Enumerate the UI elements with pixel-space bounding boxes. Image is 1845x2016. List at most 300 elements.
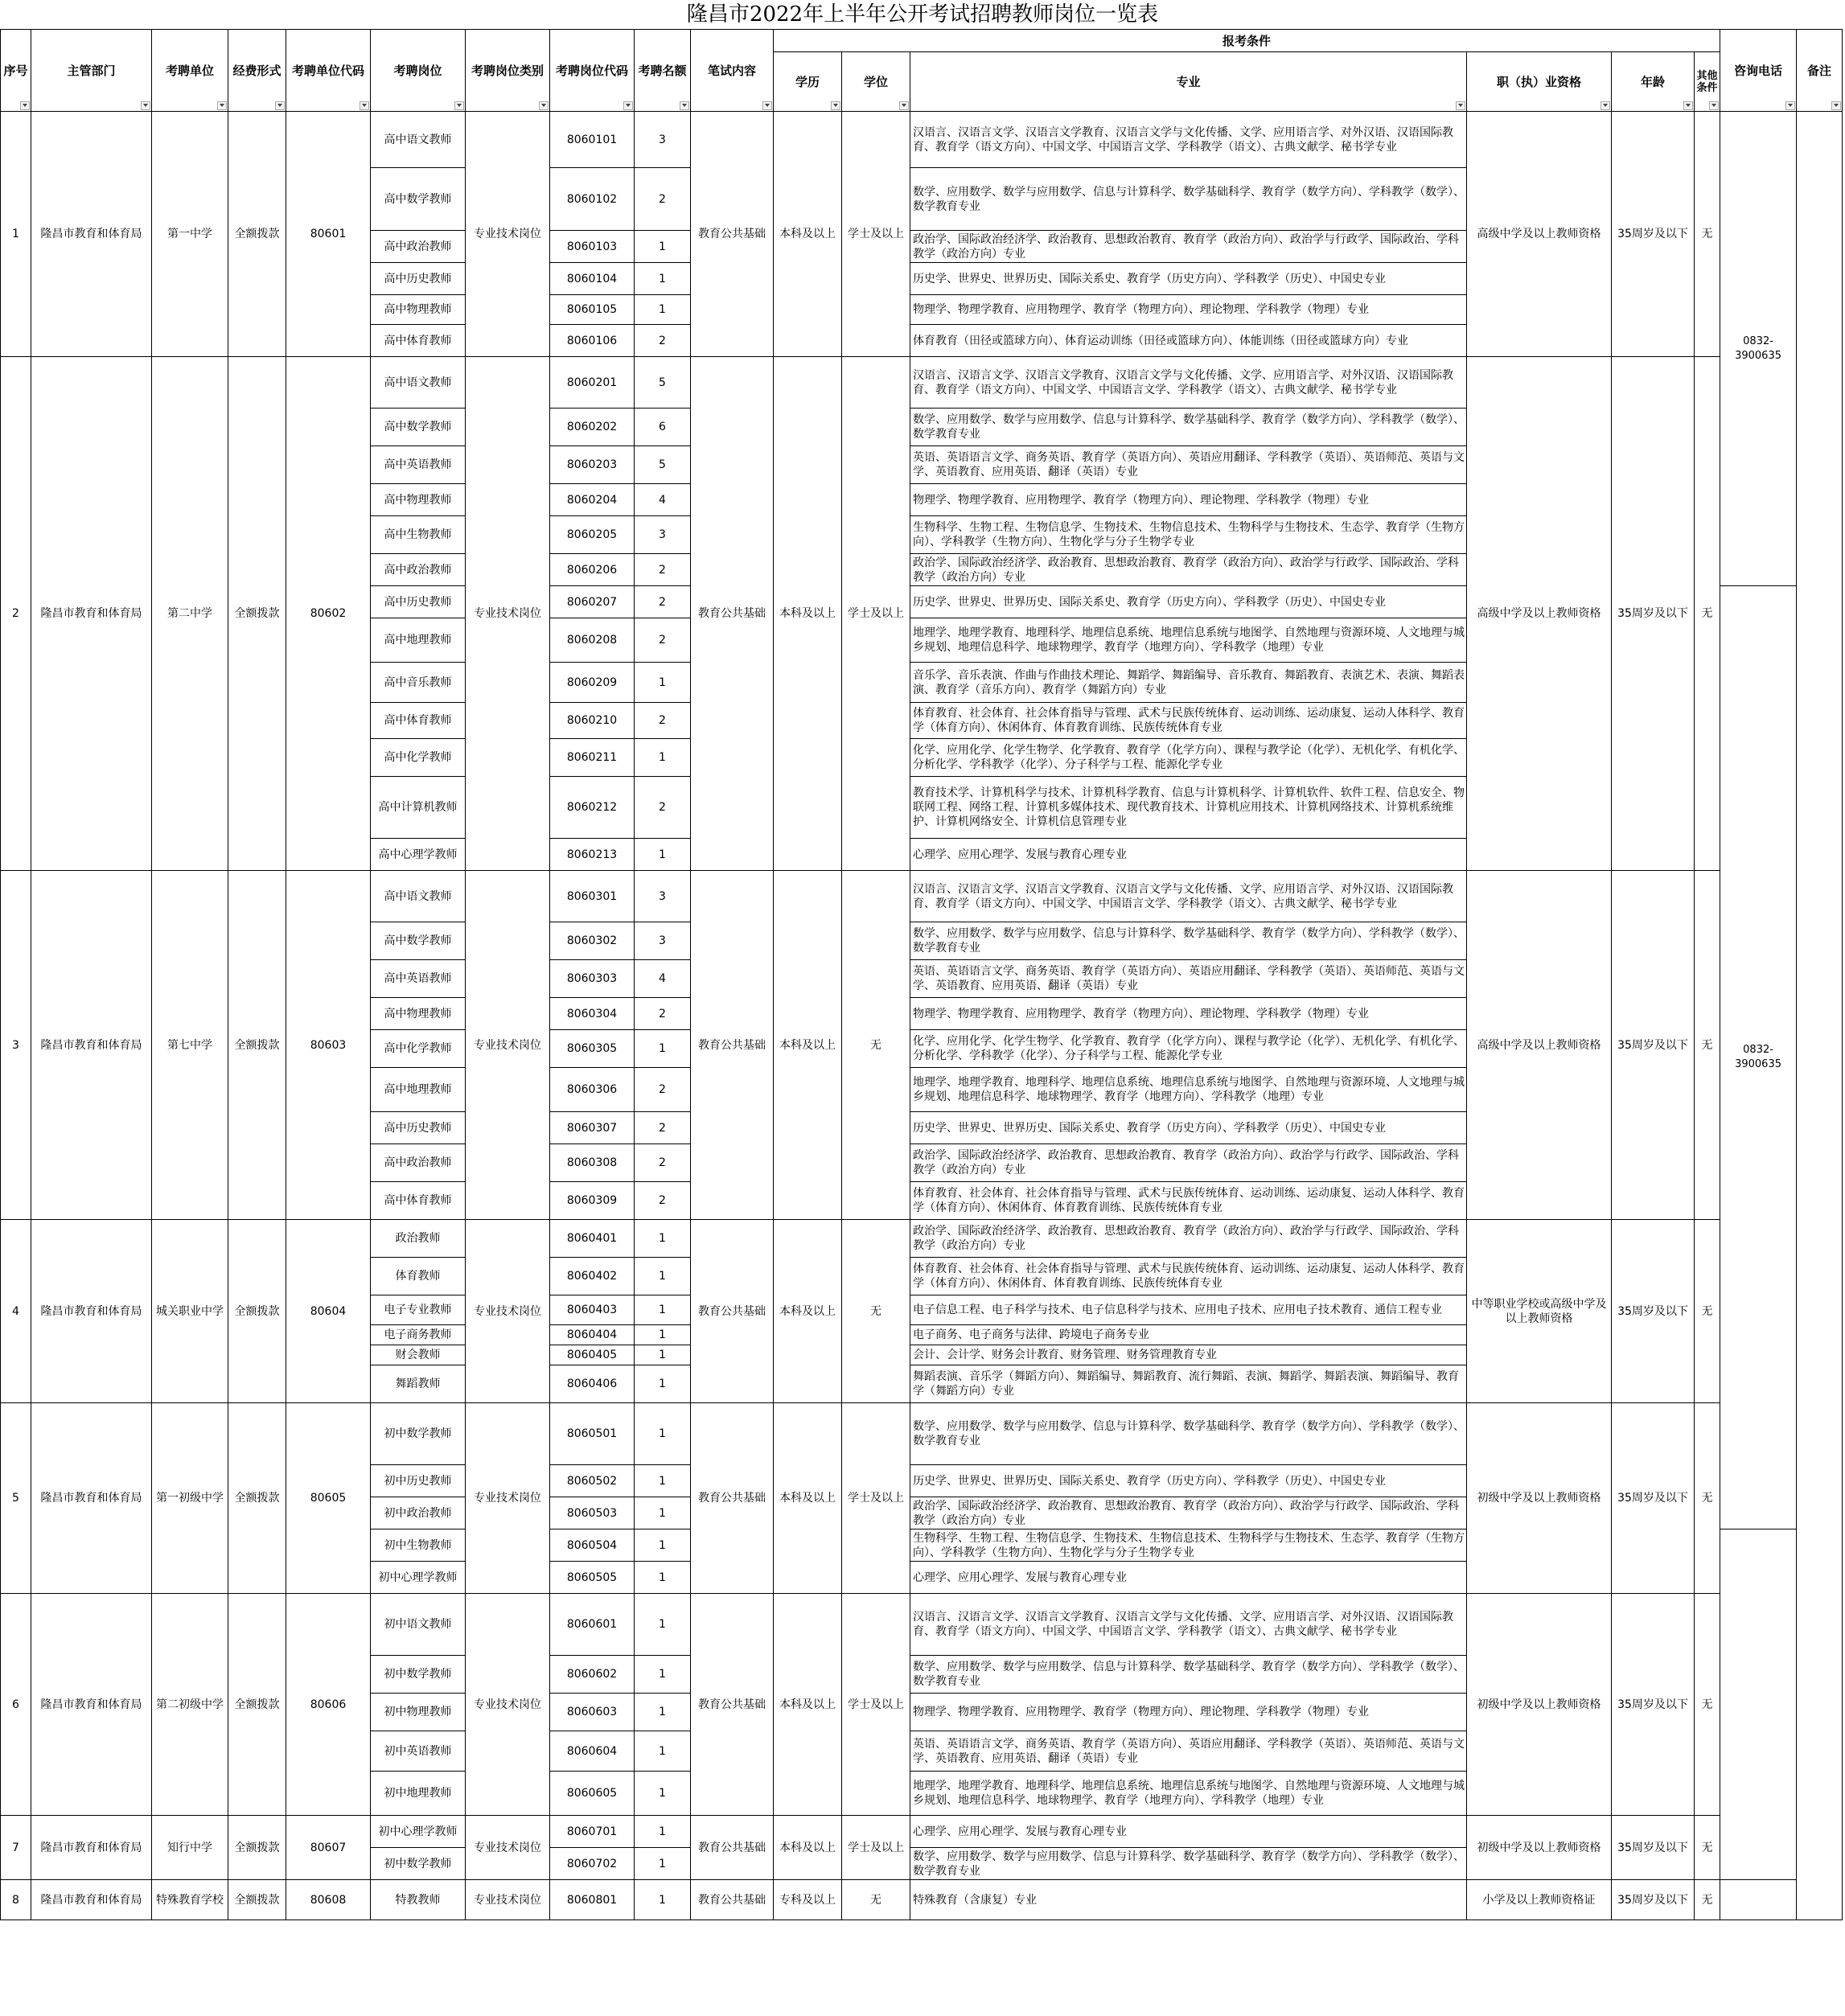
cell-major[interactable]: 物理学、物理学教育、应用物理学、教育学（物理方向）、理论物理、学科教学（物理）专业: [910, 1694, 1467, 1731]
cell-seq[interactable]: 1: [1, 112, 31, 357]
cell-edu[interactable]: 本科及以上: [774, 1816, 842, 1880]
cell-unit[interactable]: 知行中学: [152, 1816, 228, 1880]
cell-post[interactable]: 初中心理学教师: [371, 1562, 466, 1594]
cell-post-code[interactable]: 8060204: [550, 484, 635, 516]
cell-major[interactable]: 数学、应用数学、数学与应用数学、信息与计算科学、数学基础科学、教育学（数学方向）、学科教学（数学）、数学教育专业: [910, 409, 1467, 446]
cell-dept[interactable]: 隆昌市教育和体育局: [31, 112, 152, 357]
cell-post[interactable]: 高中语文教师: [371, 112, 466, 168]
header-dept[interactable]: 主管部门: [31, 30, 152, 112]
cell-post-code[interactable]: 8060102: [550, 168, 635, 231]
header-exam[interactable]: 笔试内容: [691, 30, 774, 112]
cell-post-code[interactable]: 8060210: [550, 703, 635, 739]
cell-qual[interactable]: 高级中学及以上教师资格: [1467, 871, 1612, 1220]
cell-major[interactable]: 数学、应用数学、数学与应用数学、信息与计算科学、数学基础科学、教育学（数学方向）、学科教学（数学）、数学教育专业: [910, 1848, 1467, 1880]
cell-post[interactable]: 高中政治教师: [371, 1144, 466, 1182]
header-unit-code[interactable]: 考聘单位代码: [286, 30, 371, 112]
cell-post-code[interactable]: 8060212: [550, 777, 635, 839]
cell-unit-code[interactable]: 80601: [286, 112, 371, 357]
cell-post[interactable]: 高中体育教师: [371, 325, 466, 357]
cell-other[interactable]: 无: [1695, 1594, 1720, 1816]
cell-post-type[interactable]: 专业技术岗位: [466, 1220, 550, 1403]
cell-major[interactable]: 数学、应用数学、数学与应用数学、信息与计算科学、数学基础科学、教育学（数学方向）、学科教学（数学）、数学教育专业: [910, 1403, 1467, 1465]
cell-quota[interactable]: 3: [635, 516, 691, 554]
cell-post[interactable]: 政治教师: [371, 1220, 466, 1258]
cell-post[interactable]: 舞蹈教师: [371, 1365, 466, 1403]
cell-quota[interactable]: 1: [635, 1694, 691, 1731]
cell-post-code[interactable]: 8060213: [550, 839, 635, 871]
cell-edu[interactable]: 本科及以上: [774, 1594, 842, 1816]
cell-fund[interactable]: 全额拨款: [228, 1220, 286, 1403]
cell-post[interactable]: 财会教师: [371, 1345, 466, 1365]
cell-quota[interactable]: 1: [635, 1295, 691, 1325]
filter-dropdown-icon[interactable]: [1785, 101, 1795, 110]
cell-major[interactable]: 物理学、物理学教育、应用物理学、教育学（物理方向）、理论物理、学科教学（物理）专业: [910, 484, 1467, 516]
cell-quota[interactable]: 1: [635, 1465, 691, 1497]
filter-dropdown-icon[interactable]: [1601, 101, 1610, 110]
cell-qual[interactable]: 高级中学及以上教师资格: [1467, 112, 1612, 357]
cell-post-code[interactable]: 8060403: [550, 1295, 635, 1325]
cell-degree[interactable]: 学士及以上: [842, 1403, 910, 1594]
cell-major[interactable]: 历史学、世界史、世界历史、国际关系史、教育学（历史方向）、学科教学（历史）、中国史专业: [910, 1112, 1467, 1144]
cell-post-code[interactable]: 8060503: [550, 1497, 635, 1529]
cell-other[interactable]: 无: [1695, 1220, 1720, 1403]
cell-post-code[interactable]: 8060505: [550, 1562, 635, 1594]
cell-unit[interactable]: 第二初级中学: [152, 1594, 228, 1816]
cell-dept[interactable]: 隆昌市教育和体育局: [31, 1403, 152, 1594]
cell-post-code[interactable]: 8060305: [550, 1030, 635, 1068]
cell-post[interactable]: 初中数学教师: [371, 1848, 466, 1880]
filter-dropdown-icon[interactable]: [217, 101, 227, 110]
cell-unit[interactable]: 第一初级中学: [152, 1403, 228, 1594]
cell-age[interactable]: 35周岁及以下: [1612, 1816, 1695, 1880]
cell-remark[interactable]: [1797, 112, 1843, 1920]
cell-quota[interactable]: 1: [635, 263, 691, 295]
cell-edu[interactable]: 专科及以上: [774, 1880, 842, 1920]
cell-exam[interactable]: 教育公共基础: [691, 112, 774, 357]
cell-dept[interactable]: 隆昌市教育和体育局: [31, 1220, 152, 1403]
cell-exam[interactable]: 教育公共基础: [691, 1594, 774, 1816]
cell-quota[interactable]: 2: [635, 554, 691, 586]
cell-phone[interactable]: 0832-3900635: [1720, 586, 1797, 1529]
header-post-type[interactable]: 考聘岗位类别: [466, 30, 550, 112]
cell-post[interactable]: 高中英语教师: [371, 960, 466, 998]
cell-quota[interactable]: 4: [635, 484, 691, 516]
cell-post-code[interactable]: 8060207: [550, 586, 635, 618]
cell-post[interactable]: 高中历史教师: [371, 586, 466, 618]
cell-quota[interactable]: 1: [635, 1594, 691, 1656]
cell-seq[interactable]: 6: [1, 1594, 31, 1816]
cell-exam[interactable]: 教育公共基础: [691, 1403, 774, 1594]
cell-post-code[interactable]: 8060206: [550, 554, 635, 586]
cell-post-code[interactable]: 8060304: [550, 998, 635, 1030]
cell-major[interactable]: 体育教育、社会体育、社会体育指导与管理、武术与民族传统体育、运动训练、运动康复、运动人体科学、教育学（体育方向）、休闲体育、体育教育训练、民族传统体育专业: [910, 703, 1467, 739]
cell-degree[interactable]: 无: [842, 871, 910, 1220]
filter-dropdown-icon[interactable]: [1831, 101, 1841, 110]
cell-major[interactable]: 物理学、物理学教育、应用物理学、教育学（物理方向）、理论物理、学科教学（物理）专业: [910, 295, 1467, 325]
cell-quota[interactable]: 5: [635, 357, 691, 409]
cell-other[interactable]: 无: [1695, 112, 1720, 357]
cell-post-code[interactable]: 8060308: [550, 1144, 635, 1182]
cell-age[interactable]: 35周岁及以下: [1612, 112, 1695, 357]
cell-post-code[interactable]: 8060202: [550, 409, 635, 446]
cell-post[interactable]: 高中英语教师: [371, 446, 466, 484]
cell-quota[interactable]: 3: [635, 871, 691, 922]
cell-post[interactable]: 电子商务教师: [371, 1325, 466, 1345]
cell-post[interactable]: 初中地理教师: [371, 1772, 466, 1816]
cell-other[interactable]: 无: [1695, 1403, 1720, 1594]
header-degree[interactable]: 学位: [842, 52, 910, 112]
cell-age[interactable]: 35周岁及以下: [1612, 871, 1695, 1220]
cell-quota[interactable]: 1: [635, 1848, 691, 1880]
cell-post-code[interactable]: 8060201: [550, 357, 635, 409]
cell-post-type[interactable]: 专业技术岗位: [466, 871, 550, 1220]
cell-degree[interactable]: 学士及以上: [842, 1594, 910, 1816]
cell-quota[interactable]: 2: [635, 1144, 691, 1182]
header-seq[interactable]: 序号: [1, 30, 31, 112]
cell-quota[interactable]: 1: [635, 839, 691, 871]
cell-quota[interactable]: 1: [635, 663, 691, 703]
cell-degree[interactable]: 学士及以上: [842, 1816, 910, 1880]
cell-post[interactable]: 高中体育教师: [371, 1182, 466, 1220]
cell-qual[interactable]: 中等职业学校或高级中学及以上教师资格: [1467, 1220, 1612, 1403]
filter-dropdown-icon[interactable]: [141, 101, 150, 110]
cell-seq[interactable]: 8: [1, 1880, 31, 1920]
cell-major[interactable]: 数学、应用数学、数学与应用数学、信息与计算科学、数学基础科学、教育学（数学方向）、学科教学（数学）、数学教育专业: [910, 1656, 1467, 1694]
cell-fund[interactable]: 全额拨款: [228, 1403, 286, 1594]
cell-quota[interactable]: 1: [635, 1772, 691, 1816]
cell-unit[interactable]: 第七中学: [152, 871, 228, 1220]
cell-post[interactable]: 高中物理教师: [371, 998, 466, 1030]
cell-major[interactable]: 心理学、应用心理学、发展与教育心理专业: [910, 1562, 1467, 1594]
cell-post[interactable]: 初中数学教师: [371, 1403, 466, 1465]
cell-post-code[interactable]: 8060702: [550, 1848, 635, 1880]
cell-age[interactable]: 35周岁及以下: [1612, 357, 1695, 871]
cell-quota[interactable]: 5: [635, 446, 691, 484]
cell-post-type[interactable]: 专业技术岗位: [466, 357, 550, 871]
cell-post[interactable]: 高中生物教师: [371, 516, 466, 554]
cell-qual[interactable]: 初级中学及以上教师资格: [1467, 1816, 1612, 1880]
cell-quota[interactable]: 4: [635, 960, 691, 998]
cell-edu[interactable]: 本科及以上: [774, 1220, 842, 1403]
cell-post[interactable]: 高中数学教师: [371, 168, 466, 231]
cell-major[interactable]: 数学、应用数学、数学与应用数学、信息与计算科学、数学基础科学、教育学（数学方向）、学科教学（数学）、数学教育专业: [910, 168, 1467, 231]
cell-quota[interactable]: 2: [635, 998, 691, 1030]
filter-dropdown-icon[interactable]: [360, 101, 369, 110]
cell-post[interactable]: 高中音乐教师: [371, 663, 466, 703]
cell-major[interactable]: 汉语言、汉语言文学、汉语言文学教育、汉语言文学与文化传播、文学、应用语言学、对外汉语、汉语国际教育、教育学（语文方向）、中国文学、中国语言文学、学科教学（语文）、古典文献学、秘书学专业: [910, 871, 1467, 922]
cell-quota[interactable]: 1: [635, 1365, 691, 1403]
cell-unit-code[interactable]: 80602: [286, 357, 371, 871]
filter-dropdown-icon[interactable]: [1709, 101, 1719, 110]
cell-post[interactable]: 高中化学教师: [371, 1030, 466, 1068]
cell-seq[interactable]: 7: [1, 1816, 31, 1880]
cell-dept[interactable]: 隆昌市教育和体育局: [31, 357, 152, 871]
cell-post[interactable]: 高中物理教师: [371, 484, 466, 516]
cell-post[interactable]: 高中语文教师: [371, 357, 466, 409]
cell-quota[interactable]: 2: [635, 1068, 691, 1112]
cell-major[interactable]: 体育教育（田径或篮球方向）、体育运动训练（田径或篮球方向）、体能训练（田径或篮球方向）专业: [910, 325, 1467, 357]
cell-post[interactable]: 初中语文教师: [371, 1594, 466, 1656]
cell-seq[interactable]: 4: [1, 1220, 31, 1403]
cell-post-code[interactable]: 8060208: [550, 618, 635, 663]
cell-edu[interactable]: 本科及以上: [774, 357, 842, 871]
cell-seq[interactable]: 3: [1, 871, 31, 1220]
filter-dropdown-icon[interactable]: [831, 101, 840, 110]
filter-dropdown-icon[interactable]: [454, 101, 464, 110]
cell-major[interactable]: 舞蹈表演、音乐学（舞蹈方向）、舞蹈编导、舞蹈教育、流行舞蹈、表演、舞蹈学、舞蹈表演、舞蹈编导、教育学（舞蹈方向）专业: [910, 1365, 1467, 1403]
cell-post-code[interactable]: 8060205: [550, 516, 635, 554]
cell-quota[interactable]: 1: [635, 1325, 691, 1345]
header-qual[interactable]: 职（执）业资格: [1467, 52, 1612, 112]
cell-post-code[interactable]: 8060602: [550, 1656, 635, 1694]
cell-post-code[interactable]: 8060303: [550, 960, 635, 998]
cell-major[interactable]: 数学、应用数学、数学与应用数学、信息与计算科学、数学基础科学、教育学（数学方向）、学科教学（数学）、数学教育专业: [910, 922, 1467, 960]
cell-post[interactable]: 电子专业教师: [371, 1295, 466, 1325]
header-post-code[interactable]: 考聘岗位代码: [550, 30, 635, 112]
cell-post-code[interactable]: 8060601: [550, 1594, 635, 1656]
cell-post-code[interactable]: 8060605: [550, 1772, 635, 1816]
cell-quota[interactable]: 2: [635, 618, 691, 663]
cell-quota[interactable]: 2: [635, 586, 691, 618]
cell-other[interactable]: 无: [1695, 1880, 1720, 1920]
cell-major[interactable]: 政治学、国际政治经济学、政治教育、思想政治教育、教育学（政治方向）、政治学与行政学、国际政治、学科教学（政治方向）专业: [910, 1497, 1467, 1529]
cell-quota[interactable]: 2: [635, 1182, 691, 1220]
cell-post[interactable]: 高中心理学教师: [371, 839, 466, 871]
cell-fund[interactable]: 全额拨款: [228, 871, 286, 1220]
cell-age[interactable]: 35周岁及以下: [1612, 1220, 1695, 1403]
header-age[interactable]: 年龄: [1612, 52, 1695, 112]
cell-major[interactable]: 特殊教育（含康复）专业: [910, 1880, 1467, 1920]
cell-other[interactable]: 无: [1695, 871, 1720, 1220]
cell-post-code[interactable]: 8060801: [550, 1880, 635, 1920]
cell-major[interactable]: 电子信息工程、电子科学与技术、电子信息科学与技术、应用电子技术、应用电子技术教育、通信工程专业: [910, 1295, 1467, 1325]
cell-post[interactable]: 特教教师: [371, 1880, 466, 1920]
header-fund[interactable]: 经费形式: [228, 30, 286, 112]
cell-fund[interactable]: 全额拨款: [228, 112, 286, 357]
cell-phone[interactable]: 0832-3900635: [1720, 112, 1797, 586]
cell-major[interactable]: 心理学、应用心理学、发展与教育心理专业: [910, 1816, 1467, 1848]
cell-fund[interactable]: 全额拨款: [228, 1816, 286, 1880]
cell-quota[interactable]: 1: [635, 295, 691, 325]
cell-quota[interactable]: 3: [635, 112, 691, 168]
cell-quota[interactable]: 1: [635, 1656, 691, 1694]
cell-age[interactable]: 35周岁及以下: [1612, 1594, 1695, 1816]
cell-quota[interactable]: 1: [635, 1816, 691, 1848]
cell-phone-empty[interactable]: [1720, 1880, 1797, 1920]
cell-post-code[interactable]: 8060301: [550, 871, 635, 922]
cell-dept[interactable]: 隆昌市教育和体育局: [31, 1880, 152, 1920]
header-unit[interactable]: 考聘单位: [152, 30, 228, 112]
cell-major[interactable]: 历史学、世界史、世界历史、国际关系史、教育学（历史方向）、学科教学（历史）、中国史专业: [910, 263, 1467, 295]
cell-post-type[interactable]: 专业技术岗位: [466, 1403, 550, 1594]
cell-major[interactable]: 化学、应用化学、化学生物学、化学教育、教育学（化学方向）、课程与教学论（化学）、无机化学、有机化学、分析化学、学科教学（化学）、分子科学与工程、能源化学专业: [910, 739, 1467, 777]
filter-dropdown-icon[interactable]: [899, 101, 909, 110]
cell-fund[interactable]: 全额拨款: [228, 1594, 286, 1816]
header-phone[interactable]: 咨询电话: [1720, 30, 1797, 112]
filter-dropdown-icon[interactable]: [762, 101, 772, 110]
cell-post-code[interactable]: 8060401: [550, 1220, 635, 1258]
cell-post[interactable]: 高中计算机教师: [371, 777, 466, 839]
cell-post[interactable]: 高中物理教师: [371, 295, 466, 325]
cell-quota[interactable]: 3: [635, 922, 691, 960]
cell-post-code[interactable]: 8060309: [550, 1182, 635, 1220]
cell-post[interactable]: 高中化学教师: [371, 739, 466, 777]
header-edu[interactable]: 学历: [774, 52, 842, 112]
cell-major[interactable]: 政治学、国际政治经济学、政治教育、思想政治教育、教育学（政治方向）、政治学与行政学、国际政治、学科教学（政治方向）专业: [910, 231, 1467, 263]
cell-degree[interactable]: 学士及以上: [842, 112, 910, 357]
cell-quota[interactable]: 1: [635, 1529, 691, 1562]
cell-major[interactable]: 生物科学、生物工程、生物信息学、生物技术、生物信息技术、生物科学与生物技术、生态学、教育学（生物方向）、学科教学（生物方向）、生物化学与分子生物学专业: [910, 1529, 1467, 1562]
cell-age[interactable]: 35周岁及以下: [1612, 1880, 1695, 1920]
cell-post[interactable]: 高中数学教师: [371, 409, 466, 446]
cell-major[interactable]: 生物科学、生物工程、生物信息学、生物技术、生物信息技术、生物科学与生物技术、生态学、教育学（生物方向）、学科教学（生物方向）、生物化学与分子生物学专业: [910, 516, 1467, 554]
cell-unit-code[interactable]: 80608: [286, 1880, 371, 1920]
cell-major[interactable]: 汉语言、汉语言文学、汉语言文学教育、汉语言文学与文化传播、文学、应用语言学、对外汉语、汉语国际教育、教育学（语文方向）、中国文学、中国语言文学、学科教学（语文）、古典文献学、秘书学专业: [910, 357, 1467, 409]
cell-quota[interactable]: 1: [635, 1220, 691, 1258]
cell-unit[interactable]: 第二中学: [152, 357, 228, 871]
cell-quota[interactable]: 2: [635, 777, 691, 839]
cell-quota[interactable]: 1: [635, 1880, 691, 1920]
cell-unit[interactable]: 特殊教育学校: [152, 1880, 228, 1920]
cell-post-code[interactable]: 8060402: [550, 1258, 635, 1295]
cell-post[interactable]: 初中数学教师: [371, 1656, 466, 1694]
cell-major[interactable]: 英语、英语语言文学、商务英语、教育学（英语方向）、英语应用翻译、学科教学（英语）、英语师范、英语与文学、英语教育、应用英语、翻译（英语）专业: [910, 1731, 1467, 1772]
cell-post[interactable]: 初中历史教师: [371, 1465, 466, 1497]
cell-post-code[interactable]: 8060203: [550, 446, 635, 484]
cell-degree[interactable]: 无: [842, 1880, 910, 1920]
header-quota[interactable]: 考聘名额: [635, 30, 691, 112]
cell-quota[interactable]: 1: [635, 231, 691, 263]
filter-dropdown-icon[interactable]: [1683, 101, 1693, 110]
cell-post[interactable]: 高中历史教师: [371, 1112, 466, 1144]
cell-post[interactable]: 高中数学教师: [371, 922, 466, 960]
cell-post-code[interactable]: 8060302: [550, 922, 635, 960]
cell-unit-code[interactable]: 80604: [286, 1220, 371, 1403]
cell-edu[interactable]: 本科及以上: [774, 112, 842, 357]
cell-post-code[interactable]: 8060104: [550, 263, 635, 295]
cell-seq[interactable]: 2: [1, 357, 31, 871]
cell-post-code[interactable]: 8060106: [550, 325, 635, 357]
cell-age[interactable]: 35周岁及以下: [1612, 1403, 1695, 1594]
cell-major[interactable]: 教育技术学、计算机科学与技术、计算机科学教育、信息与计算机科学、计算机软件、软件工程、信息安全、物联网工程、网络工程、计算机多媒体技术、现代教育技术、计算机应用技术、计算机网络技术、计算机系统维护、计算机网络安全、计算机信息管理专业: [910, 777, 1467, 839]
cell-quota[interactable]: 1: [635, 1497, 691, 1529]
cell-fund[interactable]: 全额拨款: [228, 1880, 286, 1920]
filter-dropdown-icon[interactable]: [680, 101, 689, 110]
cell-post-code[interactable]: 8060405: [550, 1345, 635, 1365]
cell-dept[interactable]: 隆昌市教育和体育局: [31, 1816, 152, 1880]
cell-quota[interactable]: 1: [635, 1403, 691, 1465]
cell-dept[interactable]: 隆昌市教育和体育局: [31, 871, 152, 1220]
filter-dropdown-icon[interactable]: [275, 101, 285, 110]
cell-post-code[interactable]: 8060604: [550, 1731, 635, 1772]
cell-qual[interactable]: 小学及以上教师资格证: [1467, 1880, 1612, 1920]
cell-quota[interactable]: 1: [635, 1345, 691, 1365]
cell-quota[interactable]: 1: [635, 1562, 691, 1594]
filter-dropdown-icon[interactable]: [623, 101, 633, 110]
cell-post[interactable]: 体育教师: [371, 1258, 466, 1295]
cell-major[interactable]: 地理学、地理学教育、地理科学、地理信息系统、地理信息系统与地图学、自然地理与资源环境、人文地理与城乡规划、地理信息科学、地球物理学、教育学（地理方向）、学科教学（地理）专业: [910, 618, 1467, 663]
cell-quota[interactable]: 6: [635, 409, 691, 446]
cell-quota[interactable]: 2: [635, 703, 691, 739]
cell-major[interactable]: 政治学、国际政治经济学、政治教育、思想政治教育、教育学（政治方向）、政治学与行政学、国际政治、学科教学（政治方向）专业: [910, 1144, 1467, 1182]
cell-quota[interactable]: 1: [635, 739, 691, 777]
cell-quota[interactable]: 1: [635, 1731, 691, 1772]
cell-major[interactable]: 汉语言、汉语言文学、汉语言文学教育、汉语言文学与文化传播、文学、应用语言学、对外汉语、汉语国际教育、教育学（语文方向）、中国文学、中国语言文学、学科教学（语文）、古典文献学、秘书学专业: [910, 1594, 1467, 1656]
cell-exam[interactable]: 教育公共基础: [691, 1880, 774, 1920]
cell-degree[interactable]: 学士及以上: [842, 357, 910, 871]
cell-quota[interactable]: 2: [635, 168, 691, 231]
filter-dropdown-icon[interactable]: [1456, 101, 1465, 110]
header-major[interactable]: 专业: [910, 52, 1467, 112]
cell-major[interactable]: 地理学、地理学教育、地理科学、地理信息系统、地理信息系统与地图学、自然地理与资源环境、人文地理与城乡规划、地理信息科学、地球物理学、教育学（地理方向）、学科教学（地理）专业: [910, 1772, 1467, 1816]
cell-post-code[interactable]: 8060603: [550, 1694, 635, 1731]
cell-major[interactable]: 历史学、世界史、世界历史、国际关系史、教育学（历史方向）、学科教学（历史）、中国史专业: [910, 586, 1467, 618]
cell-major[interactable]: 汉语言、汉语言文学、汉语言文学教育、汉语言文学与文化传播、文学、应用语言学、对外汉语、汉语国际教育、教育学（语文方向）、中国文学、中国语言文学、学科教学（语文）、古典文献学、秘书学专业: [910, 112, 1467, 168]
cell-major[interactable]: 历史学、世界史、世界历史、国际关系史、教育学（历史方向）、学科教学（历史）、中国史专业: [910, 1465, 1467, 1497]
cell-quota[interactable]: 2: [635, 1112, 691, 1144]
cell-post[interactable]: 高中体育教师: [371, 703, 466, 739]
cell-major[interactable]: 体育教育、社会体育、社会体育指导与管理、武术与民族传统体育、运动训练、运动康复、运动人体科学、教育学（体育方向）、休闲体育、体育教育训练、民族传统体育专业: [910, 1182, 1467, 1220]
cell-post[interactable]: 初中物理教师: [371, 1694, 466, 1731]
cell-post-code[interactable]: 8060701: [550, 1816, 635, 1848]
cell-major[interactable]: 政治学、国际政治经济学、政治教育、思想政治教育、教育学（政治方向）、政治学与行政学、国际政治、学科教学（政治方向）专业: [910, 1220, 1467, 1258]
cell-qual[interactable]: 初级中学及以上教师资格: [1467, 1403, 1612, 1594]
cell-post[interactable]: 初中心理学教师: [371, 1816, 466, 1848]
cell-major[interactable]: 体育教育、社会体育、社会体育指导与管理、武术与民族传统体育、运动训练、运动康复、运动人体科学、教育学（体育方向）、休闲体育、体育教育训练、民族传统体育专业: [910, 1258, 1467, 1295]
cell-qual[interactable]: 高级中学及以上教师资格: [1467, 357, 1612, 871]
cell-post[interactable]: 高中历史教师: [371, 263, 466, 295]
header-other[interactable]: 其他条件: [1695, 52, 1720, 112]
filter-dropdown-icon[interactable]: [539, 101, 549, 110]
cell-unit[interactable]: 城关职业中学: [152, 1220, 228, 1403]
cell-exam[interactable]: 教育公共基础: [691, 871, 774, 1220]
cell-post[interactable]: 高中地理教师: [371, 618, 466, 663]
cell-post[interactable]: 高中政治教师: [371, 554, 466, 586]
header-remark[interactable]: 备注: [1797, 30, 1843, 112]
cell-unit-code[interactable]: 80607: [286, 1816, 371, 1880]
cell-major[interactable]: 音乐学、音乐表演、作曲与作曲技术理论、舞蹈学、舞蹈编导、音乐教育、舞蹈教育、表演艺术、表演、舞蹈表演、教育学（音乐方向）、教育学（舞蹈方向）专业: [910, 663, 1467, 703]
cell-major[interactable]: 心理学、应用心理学、发展与教育心理专业: [910, 839, 1467, 871]
cell-edu[interactable]: 本科及以上: [774, 1403, 842, 1594]
cell-post-code[interactable]: 8060306: [550, 1068, 635, 1112]
cell-major[interactable]: 政治学、国际政治经济学、政治教育、思想政治教育、教育学（政治方向）、政治学与行政学、国际政治、学科教学（政治方向）专业: [910, 554, 1467, 586]
cell-dept[interactable]: 隆昌市教育和体育局: [31, 1594, 152, 1816]
cell-post-code[interactable]: 8060502: [550, 1465, 635, 1497]
cell-post-code[interactable]: 8060103: [550, 231, 635, 263]
cell-post-code[interactable]: 8060406: [550, 1365, 635, 1403]
cell-post[interactable]: 高中政治教师: [371, 231, 466, 263]
cell-major[interactable]: 英语、英语语言文学、商务英语、教育学（英语方向）、英语应用翻译、学科教学（英语）、英语师范、英语与文学、英语教育、应用英语、翻译（英语）专业: [910, 446, 1467, 484]
cell-post-code[interactable]: 8060501: [550, 1403, 635, 1465]
cell-post-code[interactable]: 8060307: [550, 1112, 635, 1144]
cell-post[interactable]: 初中英语教师: [371, 1731, 466, 1772]
cell-degree[interactable]: 无: [842, 1220, 910, 1403]
cell-other[interactable]: 无: [1695, 1816, 1720, 1880]
cell-quota[interactable]: 1: [635, 1258, 691, 1295]
cell-qual[interactable]: 初级中学及以上教师资格: [1467, 1594, 1612, 1816]
cell-major[interactable]: 会计、会计学、财务会计教育、财务管理、财务管理教育专业: [910, 1345, 1467, 1365]
cell-unit[interactable]: 第一中学: [152, 112, 228, 357]
header-post[interactable]: 考聘岗位: [371, 30, 466, 112]
cell-other[interactable]: 无: [1695, 357, 1720, 871]
cell-post-code[interactable]: 8060404: [550, 1325, 635, 1345]
cell-unit-code[interactable]: 80605: [286, 1403, 371, 1594]
cell-quota[interactable]: 1: [635, 1030, 691, 1068]
cell-major[interactable]: 英语、英语语言文学、商务英语、教育学（英语方向）、英语应用翻译、学科教学（英语）、英语师范、英语与文学、英语教育、应用英语、翻译（英语）专业: [910, 960, 1467, 998]
cell-major[interactable]: 化学、应用化学、化学生物学、化学教育、教育学（化学方向）、课程与教学论（化学）、无机化学、有机化学、分析化学、学科教学（化学）、分子科学与工程、能源化学专业: [910, 1030, 1467, 1068]
cell-post[interactable]: 初中政治教师: [371, 1497, 466, 1529]
cell-post[interactable]: 高中地理教师: [371, 1068, 466, 1112]
